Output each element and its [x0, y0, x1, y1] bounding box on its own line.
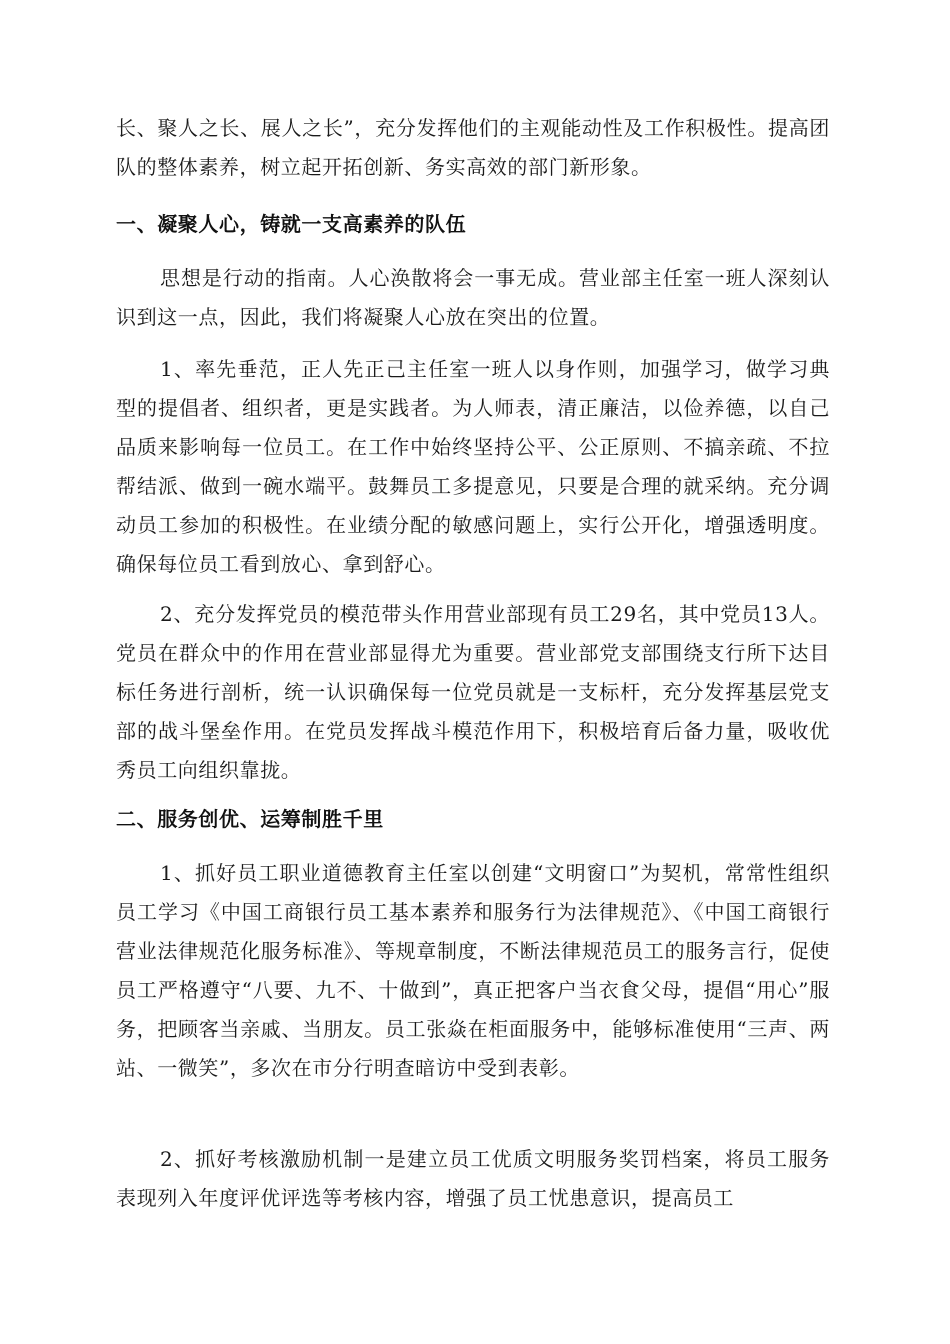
section-2-item-2: 2、抓好考核激励机制一是建立员工优质文明服务奖罚档案，将员工服务表现列入年度评优评选等考核内容，增强了员工忧患意识，提高员工 — [116, 1147, 830, 1210]
section-1-paragraph: 思想是行动的指南。人心涣散将会一事无成。营业部主任室一班人深刻认识到这一点，因此，我们将凝聚人心放在突出的位置。 — [116, 266, 830, 329]
section-heading-2: 二、服务创优、运筹制胜千里 — [116, 807, 384, 831]
section-2-item-1: 1、抓好员工职业道德教育主任室以创建“文明窗口”为契机，常常性组织员工学习《中国工商银行员工基本素养和服务行为法律规范》、《中国工商银行营业法律规范化服务标准》、等规章制度，不断法律规范员工的服务言行，促使员工严格遵守“八要、九不、十做到”，真正把客户当衣食父母，提倡“用心”服务，把顾客当亲戚、当朋友。员工张焱在柜面服务中，能够标准使用“三声、两站、一微笑”，多次在市分行明查暗访中受到表彰。 — [116, 861, 830, 1080]
section-1-item-1: 1、率先垂范，正人先正己主任室一班人以身作则，加强学习，做学习典型的提倡者、组织者，更是实践者。为人师表，清正廉洁，以俭养德，以自己品质来影响每一位员工。在工作中始终坚持公平、公正原则、不搞亲疏、不拉帮结派、做到一碗水端平。鼓舞员工多提意见，只要是合理的就采纳。充分调动员工参加的积极性。在业绩分配的敏感问题上，实行公开化，增强透明度。确保每位员工看到放心、拿到舒心。 — [116, 357, 830, 576]
intro-paragraph: 长、聚人之长、展人之长”，充分发挥他们的主观能动性及工作积极性。提高团队的整体素养，树立起开拓创新、务实高效的部门新形象。 — [116, 116, 830, 179]
section-heading-1: 一、凝聚人心，铸就一支高素养的队伍 — [116, 212, 467, 236]
section-1-item-2: 2、充分发挥党员的模范带头作用营业部现有员工29名，其中党员13人。党员在群众中的作用在营业部显得尤为重要。营业部党支部围绕支行所下达目标任务进行剖析，统一认识确保每一位党员就是一支标杆，充分发挥基层党支部的战斗堡垒作用。在党员发挥战斗模范作用下，积极培育后备力量，吸收优秀员工向组织靠拢。 — [116, 602, 830, 782]
